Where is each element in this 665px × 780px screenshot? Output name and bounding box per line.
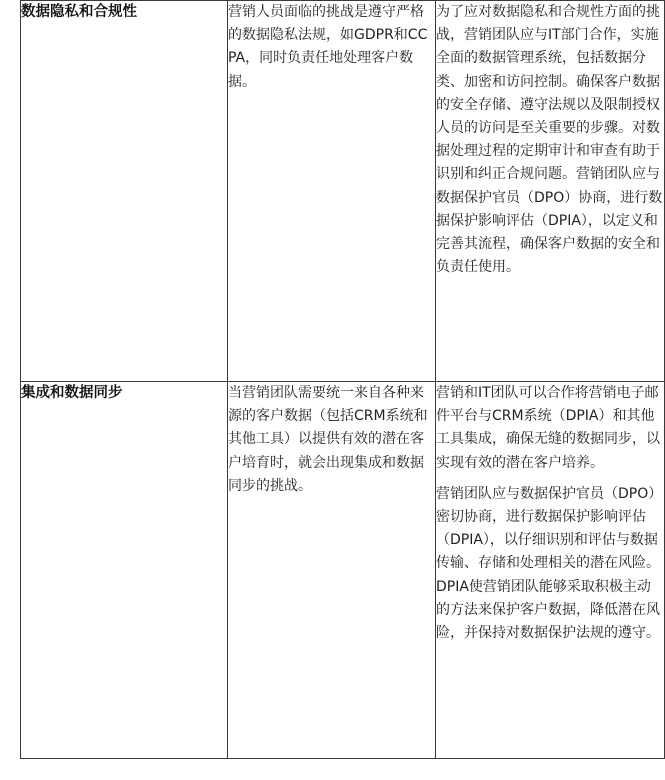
challenge-cell bbox=[228, 382, 436, 759]
table-row-data-privacy bbox=[21, 1, 665, 382]
topic-cell bbox=[21, 382, 228, 759]
content-table bbox=[20, 0, 665, 759]
solution-paragraph: 营销和IT团队可以合作将营销电子邮件平台与CRM系统（DPIA）和其他工具集成，确保无缝的数据同步，以实现有效的潜在客户培养。 bbox=[436, 385, 660, 471]
challenge-text: 营销人员面临的挑战是遵守严格的数据隐私法规，如GDPR和CCPA，同时负责任地处理客户数据。 bbox=[228, 4, 428, 90]
solution-cell bbox=[436, 382, 665, 759]
topic-title: 数据隐私和合规性 bbox=[21, 4, 137, 20]
challenge-cell bbox=[228, 1, 436, 382]
topic-cell bbox=[21, 1, 228, 382]
topic-title: 集成和数据同步 bbox=[21, 385, 123, 401]
solution-paragraph: 营销团队应与数据保护官员（DPO）密切协商，进行数据保护影响评估（DPIA），以仔细识别和评估与数据传输、存储和处理相关的潜在风险。DPIA使营销团队能够采取积极主动的方法来保护客户数据，降低潜在风险，并保持对数据保护法规的遵守。 bbox=[436, 485, 663, 642]
solution-paragraph: 为了应对数据隐私和合规性方面的挑战，营销团队应与IT部门合作，实施全面的数据管理系统，包括数据分类、加密和访问控制。确保客户数据的安全存储、遵守法规以及限制授权人员的访问是至关重要的步骤。对数据处理过程的定期审计和审查有助于识别和纠正合规问题。营销团队应与数据保护官员（DPO）协商，进行数据保护影响评估（DPIA），以定义和完善其流程，确保客户数据的安全和负责任使用。 bbox=[436, 4, 663, 276]
challenge-text: 当营销团队需要统一来自各种来源的客户数据（包括CRM系统和其他工具）以提供有效的潜在客户培育时，就会出现集成和数据同步的挑战。 bbox=[228, 385, 428, 494]
table-row-integration bbox=[21, 382, 665, 759]
solution-cell bbox=[436, 1, 665, 382]
